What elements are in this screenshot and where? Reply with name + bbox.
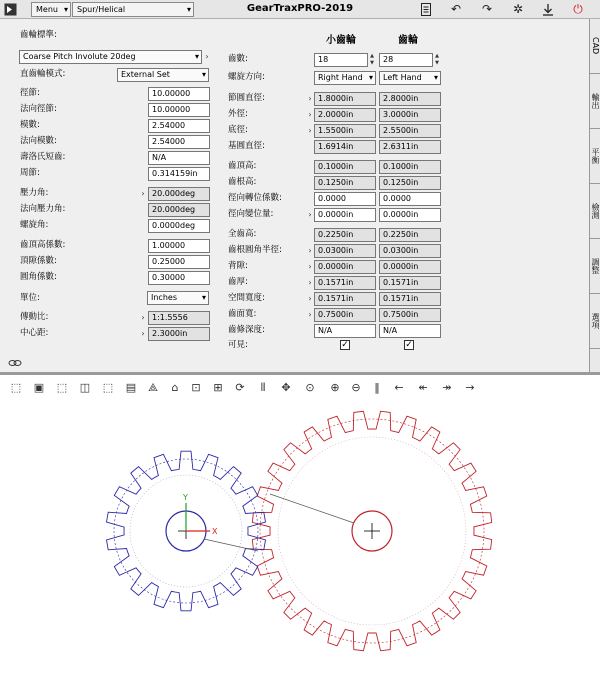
left-field-label: 周節:: [20, 168, 40, 178]
pinion-field-value[interactable]: 0.1000in: [314, 160, 376, 174]
pinion-field-value[interactable]: 0.7500in: [314, 308, 376, 322]
gear-teeth-spinner[interactable]: ▲ ▼: [435, 53, 439, 66]
spur-mode-select[interactable]: [117, 68, 209, 82]
visible-label: 可見:: [228, 340, 248, 350]
standard-select[interactable]: [19, 50, 202, 64]
left-field-label: 壽洛氏短齒:: [20, 152, 66, 162]
chevron-down-icon: ▾: [201, 70, 206, 79]
gear-field-value[interactable]: 0.1250in: [379, 176, 441, 190]
center-distance-field[interactable]: 2.3000in: [148, 327, 210, 341]
right-field-label: 全齒高:: [228, 229, 257, 239]
pinion-field-value[interactable]: 0.1571in: [314, 276, 376, 290]
center-distance-arrow-icon[interactable]: ›: [141, 329, 145, 338]
gear-visible-checkbox[interactable]: ✓: [405, 340, 413, 350]
pinion-visible-checkbox[interactable]: ✓: [341, 340, 349, 350]
download-icon[interactable]: [541, 2, 555, 16]
menu-button[interactable]: [31, 2, 71, 17]
center-distance-label: 中心距:: [20, 328, 49, 338]
gear-field-value[interactable]: 0.0000: [379, 192, 441, 206]
gear-field-value[interactable]: N/A: [379, 324, 441, 338]
left-field-value[interactable]: 1.00000: [148, 239, 210, 253]
top-view-icon[interactable]: ▤: [125, 381, 137, 394]
gear-type-value: Spur/Helical: [77, 5, 126, 14]
pinion-column-header: 小齒輪: [326, 35, 356, 46]
chevron-down-icon: ▾: [186, 5, 191, 14]
spur-mode-label: 直齒輪模式:: [20, 69, 66, 79]
iso-view-icon[interactable]: ⬚: [10, 381, 22, 394]
left-field-label: 模數:: [20, 120, 40, 130]
x-axis-label: X: [212, 527, 218, 536]
pinion-hand-select[interactable]: [314, 71, 376, 85]
chevron-down-icon: ▾: [433, 73, 438, 82]
gear-field-value[interactable]: 2.8000in: [379, 92, 441, 106]
gear-drawing: [0, 401, 600, 676]
y-axis-label: Y: [183, 493, 188, 502]
right-field-label: 齒面寬:: [228, 309, 257, 319]
right-field-label: 背隙:: [228, 261, 248, 271]
pinion-field-value[interactable]: 0.0000: [314, 192, 376, 206]
pinion-field-value[interactable]: 1.6914in: [314, 140, 376, 154]
left-field-label: 徑節:: [20, 88, 40, 98]
left-field-value[interactable]: 10.00000: [148, 103, 210, 117]
gear-field-value[interactable]: 0.0000in: [379, 260, 441, 274]
gear-field-value[interactable]: 0.7500in: [379, 308, 441, 322]
left-field-value[interactable]: 2.54000: [148, 135, 210, 149]
pinion-field-value[interactable]: N/A: [314, 324, 376, 338]
left-view-icon[interactable]: ◫: [79, 381, 91, 394]
right-field-label: 外徑:: [228, 109, 248, 119]
field-arrow-icon[interactable]: ›: [308, 246, 312, 255]
left-field-label: 圓角係數:: [20, 272, 57, 282]
pinion-field-value[interactable]: 1.5500in: [314, 124, 376, 138]
gear-hand-select[interactable]: [379, 71, 441, 85]
zoom-fit-icon[interactable]: ⊡: [191, 381, 201, 394]
hand-label: 螺旋方向:: [228, 72, 265, 82]
field-arrow-icon[interactable]: ›: [308, 110, 312, 119]
gear-field-value[interactable]: 2.5500in: [379, 124, 441, 138]
left-field-value[interactable]: 0.25000: [148, 255, 210, 269]
gear-column-header: 齒輪: [398, 35, 418, 46]
section-icon[interactable]: ⊖: [351, 381, 361, 394]
ratio-label: 傳動比:: [20, 312, 49, 322]
gear-hand-value: Left Hand: [383, 73, 422, 82]
pinion-field-value[interactable]: 0.1250in: [314, 176, 376, 190]
side-tab[interactable]: 檢測: [590, 184, 600, 239]
standard-arrow-icon[interactable]: ›: [205, 52, 209, 61]
gear-field-value[interactable]: 0.0300in: [379, 244, 441, 258]
left-field-label: 壓力角:: [20, 188, 49, 198]
top-toolbar: [0, 0, 600, 19]
side-tab[interactable]: 平衡: [590, 129, 600, 184]
zoom-window-icon[interactable]: ⊞: [213, 381, 223, 394]
teeth-label: 齒數:: [228, 54, 248, 64]
right-field-label: 齒根圓角半徑:: [228, 245, 282, 255]
redo-icon[interactable]: ↷: [481, 2, 493, 16]
right-field-label: 齒厚:: [228, 277, 248, 287]
pinion-field-value[interactable]: 0.0300in: [314, 244, 376, 258]
side-tabs: [589, 19, 600, 372]
left-field-value[interactable]: 0.30000: [148, 271, 210, 285]
gear-type-select[interactable]: [72, 2, 194, 17]
left-field-value[interactable]: N/A: [148, 151, 210, 165]
back-view-icon[interactable]: ⬚: [56, 381, 68, 394]
power-icon[interactable]: ⏻: [573, 1, 583, 16]
pinion-teeth-spinner[interactable]: ▲ ▼: [370, 53, 374, 66]
gear-field-value[interactable]: 0.1571in: [379, 276, 441, 290]
gear-field-value[interactable]: 0.1000in: [379, 160, 441, 174]
gear-field-value[interactable]: 0.2250in: [379, 228, 441, 242]
app-logo-icon: [3, 2, 17, 16]
pinion-hand-value: Right Hand: [318, 73, 363, 82]
left-field-value[interactable]: 0.314159in: [148, 167, 210, 181]
center-line-icon[interactable]: ⊕: [330, 381, 340, 394]
line-of-action: [204, 539, 258, 551]
view-toolbar: [0, 375, 600, 401]
pinion-field-value[interactable]: 2.0000in: [314, 108, 376, 122]
ratio-field[interactable]: 1:1.5556: [148, 311, 210, 325]
spur-mode-value: External Set: [121, 70, 170, 79]
left-field-label: 頂隙係數:: [20, 256, 57, 266]
rewind-icon[interactable]: ↞: [418, 381, 428, 394]
gear-field-value[interactable]: 0.0000in: [379, 208, 441, 222]
parameter-panel: [0, 19, 589, 372]
right-field-label: 徑向變位量:: [228, 209, 274, 219]
pinion-teeth-field[interactable]: 18: [314, 53, 368, 67]
right-field-label: 底徑:: [228, 125, 248, 135]
mirror-icon[interactable]: ⫴: [260, 381, 266, 394]
side-tab[interactable]: 選項: [590, 294, 600, 349]
rotate-icon[interactable]: ⟳: [235, 381, 245, 394]
field-arrow-icon[interactable]: ›: [308, 126, 312, 135]
left-field-label: 法向模數:: [20, 136, 57, 146]
gear-field-value[interactable]: 3.0000in: [379, 108, 441, 122]
gear-teeth-field[interactable]: 28: [379, 53, 433, 67]
field-arrow-icon[interactable]: ›: [308, 310, 312, 319]
front-view-icon[interactable]: ▣: [33, 381, 45, 394]
step-back-icon[interactable]: ←: [394, 381, 404, 394]
left-field-label: 齒頂高係數:: [20, 240, 66, 250]
right-field-label: 齒頂高:: [228, 161, 257, 171]
field-arrow-icon[interactable]: ›: [308, 94, 312, 103]
units-label: 單位:: [20, 293, 40, 303]
ratio-arrow-icon[interactable]: ›: [141, 313, 145, 322]
field-arrow-icon[interactable]: ›: [308, 262, 312, 271]
right-field-label: 基圓直徑:: [228, 141, 265, 151]
standard-value: Coarse Pitch Involute 20deg: [23, 52, 136, 61]
pinion-field-value[interactable]: 0.0000in: [314, 208, 376, 222]
chevron-down-icon: ▾: [201, 293, 206, 302]
pinion-field-value[interactable]: 1.8000in: [314, 92, 376, 106]
bottom-view-icon[interactable]: ⟁: [148, 381, 158, 394]
line-of-action: [270, 494, 354, 523]
left-field-label: 螺旋角:: [20, 220, 49, 230]
home-view-icon[interactable]: ⌂: [171, 381, 179, 394]
field-arrow-icon[interactable]: ›: [308, 278, 312, 287]
field-arrow-icon[interactable]: ›: [308, 294, 312, 303]
right-view-icon[interactable]: ⬚: [102, 381, 114, 394]
step-forward-icon[interactable]: →: [465, 381, 475, 394]
left-field-value[interactable]: 10.00000: [148, 87, 210, 101]
right-field-label: 齒條深度:: [228, 325, 265, 335]
chevron-down-icon: ▾: [368, 73, 373, 82]
right-field-label: 空間寬度:: [228, 293, 265, 303]
left-field-label: 法向壓力角:: [20, 204, 66, 214]
pinion-field-value[interactable]: 0.1571in: [314, 292, 376, 306]
pinion-field-value[interactable]: 0.2250in: [314, 228, 376, 242]
gear-field-value[interactable]: 0.1571in: [379, 292, 441, 306]
app-title: GearTraxPRO-2019: [246, 3, 354, 14]
field-arrow-icon[interactable]: ›: [308, 210, 312, 219]
pinion-field-value[interactable]: 0.0000in: [314, 260, 376, 274]
left-field-value[interactable]: 20.000deg: [148, 203, 210, 217]
units-select[interactable]: [147, 291, 209, 305]
mesh-gear-icon[interactable]: ⊙: [305, 381, 315, 394]
undo-icon[interactable]: ↶: [450, 2, 462, 16]
units-value: Inches: [151, 293, 177, 302]
field-arrow-icon[interactable]: ›: [141, 189, 145, 198]
left-field-value[interactable]: 0.0000deg: [148, 219, 210, 233]
gear-settings-icon[interactable]: ✲: [512, 2, 524, 16]
side-tab[interactable]: CAD: [590, 19, 600, 74]
pause-icon[interactable]: ‖: [374, 381, 380, 394]
side-tab[interactable]: 輸出: [590, 74, 600, 129]
left-field-label: 法向徑節:: [20, 104, 57, 114]
gear-field-value[interactable]: 2.6311in: [379, 140, 441, 154]
side-tab[interactable]: 調整: [590, 239, 600, 294]
chevron-down-icon: ▾: [194, 52, 199, 61]
right-field-label: 徑向轉位係數:: [228, 193, 282, 203]
right-field-label: 齒根高:: [228, 177, 257, 187]
gear-viewport[interactable]: [0, 401, 600, 676]
notebook-icon[interactable]: [419, 2, 433, 16]
standard-label: 齒輪標準:: [20, 30, 57, 40]
right-field-label: 節圓直徑:: [228, 93, 265, 103]
pan-icon[interactable]: ✥: [281, 381, 291, 394]
left-field-value[interactable]: 20.000deg: [148, 187, 210, 201]
chevron-down-icon: ▾: [63, 5, 68, 14]
left-field-value[interactable]: 2.54000: [148, 119, 210, 133]
menu-label: Menu: [36, 5, 58, 14]
link-icon[interactable]: [8, 359, 22, 367]
fast-forward-icon[interactable]: ↠: [442, 381, 452, 394]
